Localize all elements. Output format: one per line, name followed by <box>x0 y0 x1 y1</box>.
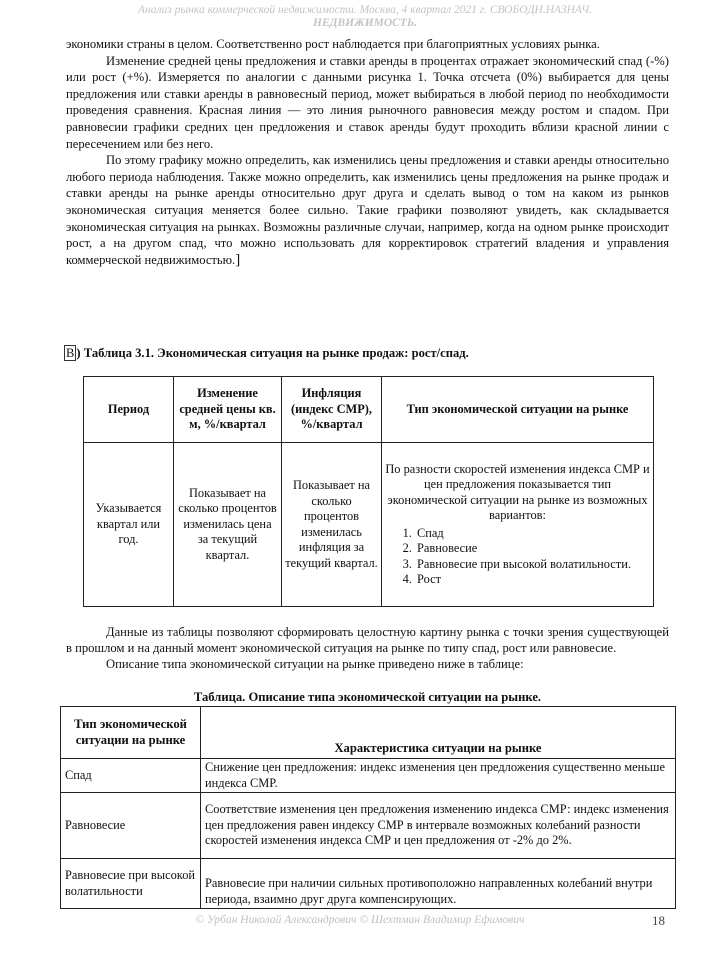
page-footer: © Урбан Николай Александрович © Шехтман Владимир Ефимович <box>195 914 525 926</box>
option-item: 4. Рост <box>415 572 650 588</box>
cell-inflation: Показывает на сколько процентов изменилась инфляция за текущий квартал. <box>282 443 382 607</box>
header-situation-type: Тип экономической ситуации на рынке <box>382 377 654 443</box>
option-item: 2. Равновесие <box>415 541 650 557</box>
header-type: Тип экономической ситуации на рынке <box>61 707 201 759</box>
header-line-2: НЕДВИЖИМОСТЬ. <box>313 17 417 29</box>
header-inflation: Инфляция (индекс СМР), %/квартал <box>282 377 382 443</box>
page-number: 18 <box>652 913 665 928</box>
row-type: Равновесие при высокой волатильности <box>61 859 201 909</box>
row-desc: Снижение цен предложения: индекс изменения цен предложения существенно меньше индекса СМР. <box>201 759 676 793</box>
option-item: 1. Спад <box>415 526 650 542</box>
situation-type-options <box>385 526 650 588</box>
row-type: Равновесие <box>61 793 201 859</box>
table-row <box>61 859 676 909</box>
table-row <box>61 759 676 793</box>
after-table-text <box>66 624 669 672</box>
paragraph-5: Описание типа экономической ситуации на рынке приведено ниже в таблице: <box>106 657 524 671</box>
option-item: 3. Равновесие при высокой волатильности. <box>415 557 650 573</box>
cell-period: Указывается квартал или год. <box>84 443 174 607</box>
table-row <box>61 793 676 859</box>
table-1-header-row <box>84 377 654 443</box>
caption-marker: В <box>66 346 75 360</box>
paragraph-1: экономики страны в целом. Соответственно рост наблюдается при благоприятных условиях рынка. <box>66 37 600 51</box>
table-1-caption-text: ) Таблица 3.1. Экономическая ситуация на рынке продаж: рост/спад. <box>76 346 469 360</box>
situation-type-intro: По разности скоростей изменения индекса СМР и цен предложения показывается тип экономической ситуации на рынке из возможных вариантов: <box>385 461 650 522</box>
closing-bracket: ] <box>235 251 241 268</box>
paragraph-3 <box>66 152 669 268</box>
page-header <box>100 4 630 30</box>
table-1-caption <box>64 346 664 361</box>
intro-text <box>66 36 669 268</box>
cell-price-change: Показывает на сколько процентов изменилась цена за текущий квартал. <box>174 443 282 607</box>
header-period: Период <box>84 377 174 443</box>
cell-situation-type <box>382 443 654 607</box>
paragraph-4: Данные из таблицы позволяют сформировать целостную картину рынка с точки зрения существующей в прошлом и на данный момент экономической ситуация на рынке по типу спад, рост или равновесие. <box>66 625 669 655</box>
header-price-change: Изменение средней цены кв. м, %/квартал <box>174 377 282 443</box>
table-1 <box>83 376 654 607</box>
row-desc: Равновесие при наличии сильных противоположно направленных колебаний внутри периода, взаимно друг друга компенсирующих. <box>201 859 676 909</box>
table-2-header-row <box>61 707 676 759</box>
row-desc: Соответствие изменения цен предложения изменению индекса СМР: индекс изменения цен предложения равен индексу СМР в интервале возможных колебаний разности скоростей изменения индекса СМР и цен предложения от -2% до 2%. <box>201 793 676 859</box>
table-2 <box>60 706 676 909</box>
row-type: Спад <box>61 759 201 793</box>
paragraph-3-text: По этому графику можно определить, как изменились цены предложения и ставки аренды относительно любого периода наблюдения. Также можно определить, как изменились цены предложения на рынке продаж и ставки аренды на рынке аренды относительно друг друга и сделать вывод о том на каком из рынков экономическая ситуация меняется более сильно. Такие графики позволяют увидеть, как складывается экономическая ситуация на рынках. Возможны различные случаи, например, когда на одном рынке происходит рост, а на другом спад, что можно использовать для корректировок стратегий владения и управления коммерческой недвижимостью. <box>66 153 669 267</box>
header-line-1: Анализ рынка коммерческой недвижимости. Москва, 4 квартал 2021 г. СВОБОДН.НАЗНАЧ. <box>138 4 592 16</box>
paragraph-2: Изменение средней цены предложения и ставки аренды в процентах отражает экономический спад (-%) или рост (+%). Измеряется по аналогии с данными рисунка 1. Точка отсчета (0%) выбирается для цены предложения или ставки аренды в равновесный период, может выбираться в любой период по необходимости проведения сравнения. Красная линия — это линия рыночного равновесия между ростом и спадом. При равновесии графики средних цен предложения и ставок аренды будут проходить вблизи красной линии с пересечением или без него. <box>66 53 669 151</box>
header-characteristic: Характеристика ситуации на рынке <box>201 707 676 759</box>
table-2-caption: Таблица. Описание типа экономической ситуации на рынке. <box>193 690 542 704</box>
table-1-row <box>84 443 654 607</box>
